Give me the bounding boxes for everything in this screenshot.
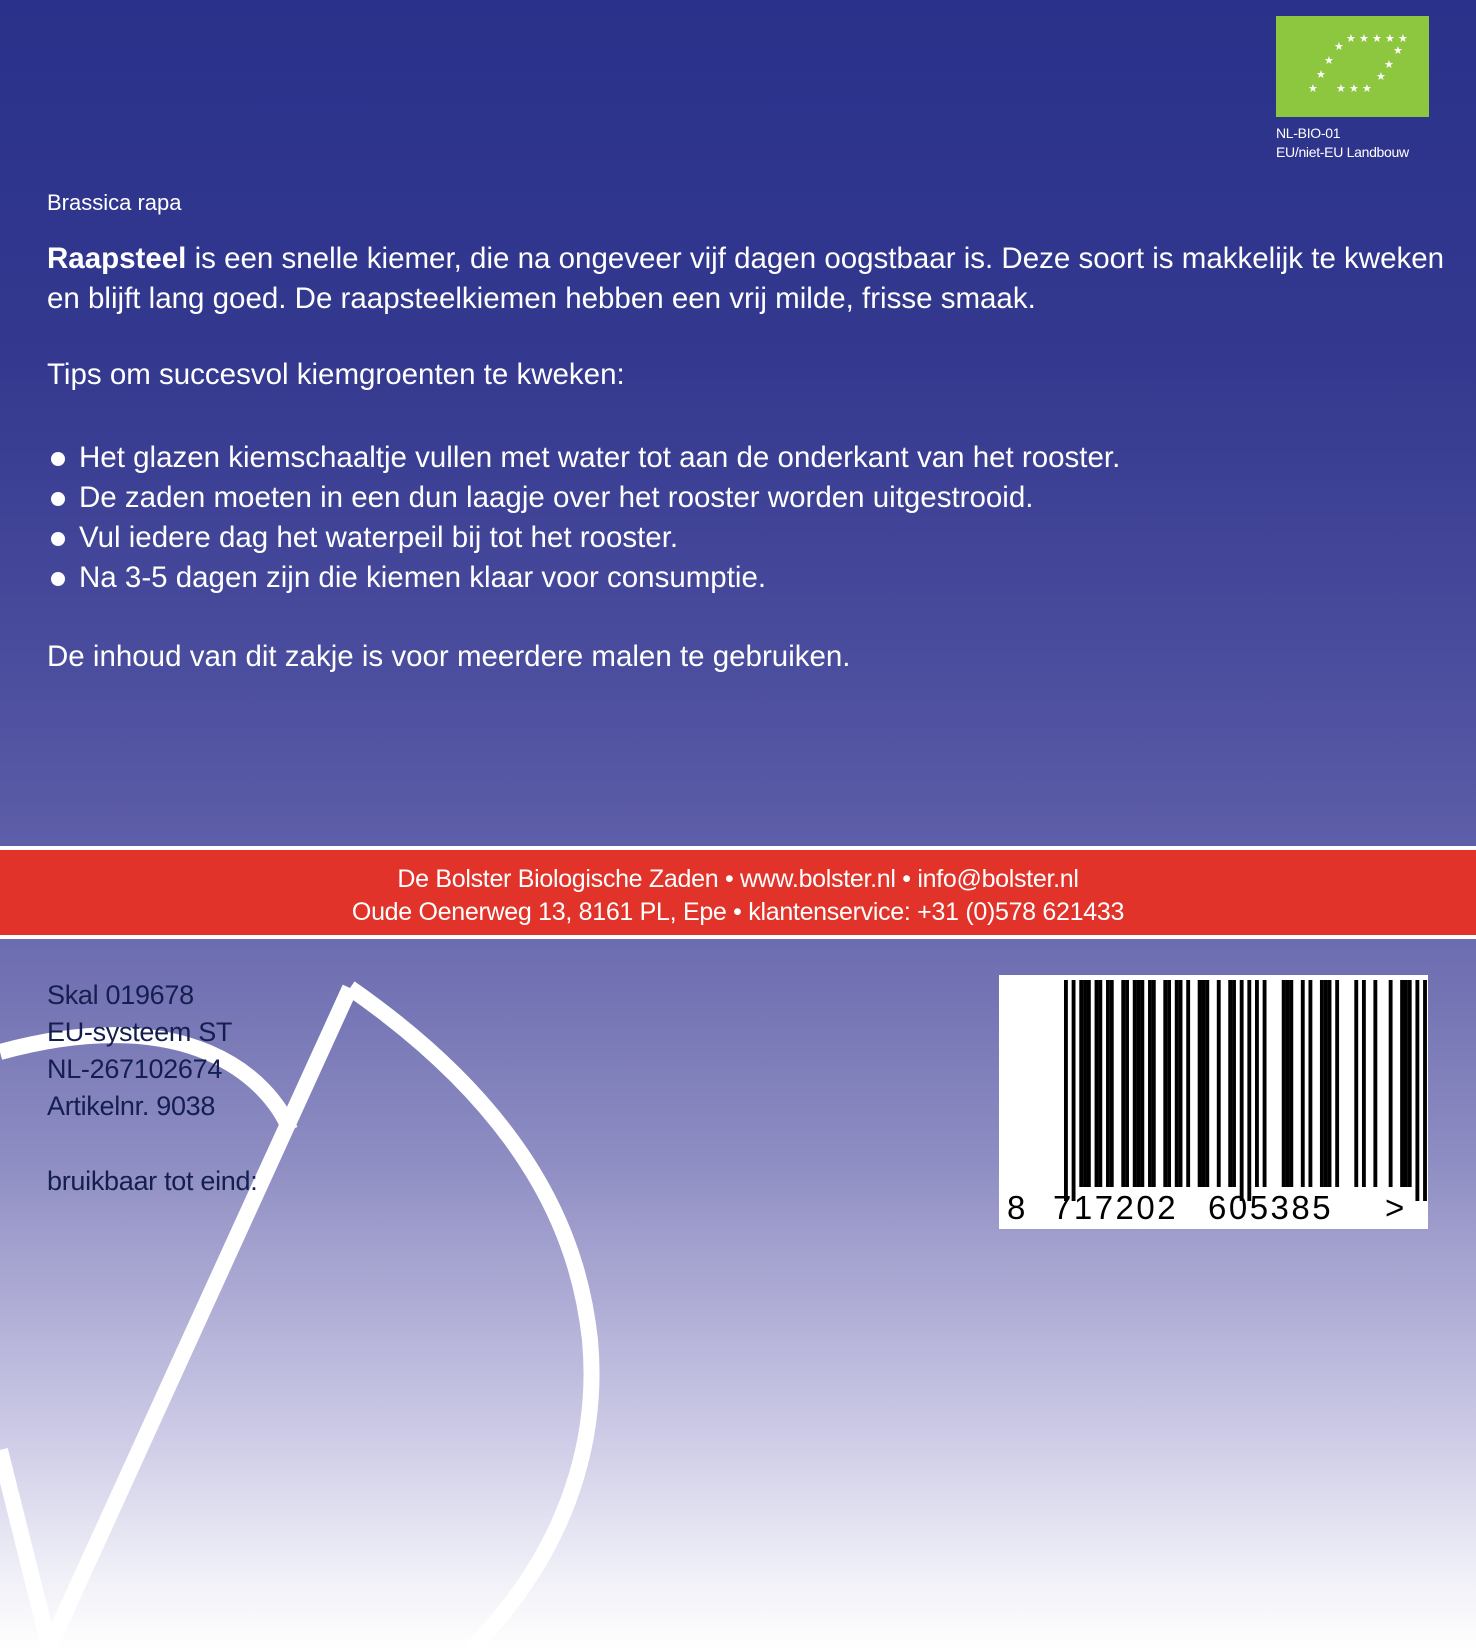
tip-text: Na 3-5 dagen zijn die kiemen klaar voor consumptie. — [79, 561, 767, 594]
contact-line-address: Oude Oenerweg 13, 8161 PL, Epe • klantenservice: +31 (0)578 621433 — [351, 898, 1125, 926]
barcode-bar — [1289, 980, 1293, 1187]
barcode-bar — [1098, 980, 1102, 1187]
svg-text:★: ★ — [1385, 32, 1395, 45]
barcode-bar — [1163, 980, 1167, 1187]
barcode-bar — [1354, 980, 1358, 1187]
logo-v-shape — [48, 988, 592, 1650]
list-item — [47, 438, 1120, 478]
product-description — [47, 239, 1447, 319]
best-before-label: bruikbaar tot eind: — [47, 1166, 258, 1196]
tip-text: Het glazen kiemschaaltje vullen met water tot aan de onderkant van het rooster. — [79, 441, 1121, 474]
svg-text:★: ★ — [1346, 32, 1356, 45]
barcode-bar — [1301, 980, 1305, 1187]
barcode-bar — [1079, 980, 1083, 1187]
contact-line-company: De Bolster Biologische Zaden • www.bolster.nl • info@bolster.nl — [397, 865, 1079, 893]
tip-text: Vul iedere dag het waterpeil bij tot het rooster. — [79, 521, 679, 554]
barcode-bar — [1148, 980, 1152, 1187]
eu-organic-leaf-icon — [1276, 16, 1429, 117]
contact-band — [0, 846, 1476, 939]
list-item — [47, 478, 1120, 518]
barcode-first-digit: 8 — [1007, 1189, 1026, 1226]
svg-text:★: ★ — [1308, 82, 1318, 95]
article-number: Artikelnr. 9038 — [47, 1091, 216, 1121]
bullet-icon — [51, 532, 65, 546]
list-item — [47, 518, 1120, 558]
barcode-bar — [1198, 980, 1202, 1187]
barcode-bar — [1064, 980, 1068, 1201]
barcode-bar — [1240, 980, 1244, 1201]
barcode-bar — [1255, 980, 1259, 1187]
barcode-bar — [1228, 980, 1232, 1187]
barcode-bar — [1072, 980, 1076, 1201]
barcode-bar — [1282, 980, 1286, 1187]
barcode-bar — [1308, 980, 1312, 1187]
eu-system: EU-systeem ST — [47, 1017, 233, 1047]
certification-code: NL-BIO-01 — [1276, 125, 1341, 141]
tips-title: Tips om succesvol kiemgroenten te kweken: — [47, 358, 625, 391]
svg-text:★: ★ — [1336, 82, 1346, 95]
barcode — [999, 975, 1428, 1229]
barcode-digits — [999, 1189, 1428, 1227]
product-name: Raapsteel — [47, 242, 187, 275]
svg-text:★: ★ — [1324, 54, 1334, 67]
svg-text:★: ★ — [1376, 70, 1386, 83]
nl-number: NL-267102674 — [47, 1054, 223, 1084]
barcode-bar — [1202, 980, 1206, 1187]
barcode-bar — [1140, 980, 1144, 1187]
barcode-marker: > — [1385, 1189, 1405, 1226]
barcode-bar — [1404, 980, 1408, 1187]
barcode-bar — [1121, 980, 1125, 1187]
barcode-bar — [1263, 980, 1267, 1187]
barcode-bar — [1400, 980, 1404, 1187]
barcode-bar — [1186, 980, 1190, 1187]
svg-text:★: ★ — [1398, 32, 1408, 45]
barcode-bar — [1125, 980, 1129, 1187]
list-item — [47, 558, 1120, 598]
barcode-left-group: 717202 — [1053, 1189, 1179, 1226]
barcode-bar — [1217, 980, 1221, 1187]
barcode-bar — [1175, 980, 1179, 1187]
bullet-icon — [51, 572, 65, 586]
barcode-bar — [1423, 980, 1427, 1201]
certification-origin: EU/niet-EU Landbouw — [1276, 144, 1409, 160]
svg-text:★: ★ — [1316, 68, 1326, 81]
barcode-bar — [1324, 980, 1328, 1187]
barcode-bar — [1320, 980, 1324, 1187]
svg-text:★: ★ — [1334, 40, 1344, 53]
barcode-bar — [1335, 980, 1339, 1187]
barcode-bar — [1415, 980, 1419, 1201]
barcode-bar — [1179, 980, 1183, 1187]
barcode-bar — [1362, 980, 1366, 1187]
barcode-bar — [1205, 980, 1209, 1187]
barcode-bar — [1110, 980, 1114, 1187]
barcode-bar — [1133, 980, 1137, 1187]
svg-text:★: ★ — [1393, 44, 1403, 57]
eu-organic-logo — [1276, 16, 1429, 117]
tip-text: De zaden moeten in een dun laagje over het rooster worden uitgestrooid. — [79, 481, 1034, 514]
barcode-bar — [1106, 980, 1110, 1187]
bullet-icon — [51, 492, 65, 506]
barcode-bar — [1087, 980, 1091, 1187]
barcode-bar — [1286, 980, 1290, 1187]
svg-text:★: ★ — [1362, 82, 1372, 95]
skal-number: Skal 019678 — [47, 980, 194, 1010]
svg-text:★: ★ — [1384, 58, 1394, 71]
product-description-text: is een snelle kiemer, die na ongeveer vijf dagen oogstbaar is. Deze soort is makkelijk te kweken en blijft lang goed. De raapsteelkiemen hebben een vrij milde, frisse smaak. — [47, 242, 1445, 315]
latin-name: Brassica rapa — [47, 190, 182, 215]
barcode-bar — [1408, 980, 1412, 1187]
usage-note: De inhoud van dit zakje is voor meerdere malen te gebruiken. — [47, 640, 851, 673]
barcode-bar — [1152, 980, 1156, 1187]
barcode-bar — [1083, 980, 1087, 1187]
barcode-bar — [1095, 980, 1099, 1187]
barcode-bar — [1137, 980, 1141, 1187]
barcode-bar — [1167, 980, 1171, 1187]
svg-text:★: ★ — [1359, 32, 1369, 45]
svg-text:★: ★ — [1372, 32, 1382, 45]
tips-list — [47, 438, 1120, 598]
bullet-icon — [51, 452, 65, 466]
logo-left-edge — [0, 1450, 50, 1650]
barcode-bar — [1328, 980, 1332, 1187]
svg-text:★: ★ — [1349, 82, 1359, 95]
barcode-bar — [1247, 980, 1251, 1201]
barcode-bar — [1232, 980, 1236, 1187]
barcode-bar — [1389, 980, 1393, 1187]
barcode-bar — [1373, 980, 1377, 1187]
barcode-right-group: 605385 — [1208, 1189, 1334, 1226]
